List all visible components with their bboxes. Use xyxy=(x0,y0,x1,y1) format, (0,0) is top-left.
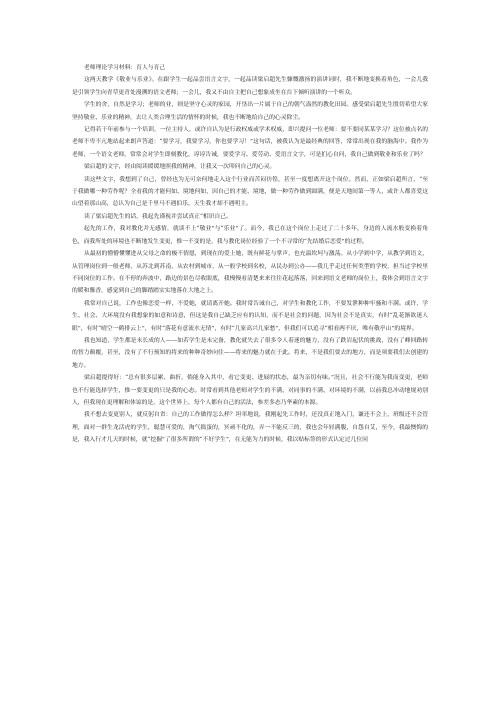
paragraph: 这两天教学《敬业与乐业》。在跟学生一起品尝语言文字，一起品读梁启超先生慷慨激扬的演讲词时，我不断地变换着角色，一会儿我是引领学生向青草更青处漫溯的语文老师；一会儿，我又不由自主把自己想象成坐在台下倾听演讲的一个听众。 xyxy=(72,77,428,96)
paragraph: 梁启超提得好：“总有很多层累、曲折，倘能身入其中，看它变更、进展的状态，最为亲切有味。”况且，社会不行能为我而变更，老师也不行能选择学生，惟一要变更的只是我的心态。时常看到其他老师对学生的不满、对同事的不满、对环境的不满，以前我总冲动地规劝别人，但我现在更理解和体谅的是，这个世界上，每个人都有自己的活法，参差多态乃华素的本源。 xyxy=(72,375,428,406)
paragraph: 学生的舍，自然是学习；老师的业，则是坚守心灵的家园，开垦出一片属于自己的朝气盎然的教化田园。感受梁启超先生殷切希望大家坚持敬业、乐业的精神，去让人类合理生活的情怀的时候，我也不断地给自己的心灵除尘。 xyxy=(72,102,428,121)
paragraph: 起先的工作，我对教化并无感情，就谈不上“敬业”与“乐业”了。而今，我已在这个岗位上走过了二十多年，身边的人流水般变换着角色，而我所处的环境也不断地发生变更，惟一不变的是，我与教化岗位经验了一个不寻常的“先结婚后恋爱”的过程。 xyxy=(72,226,428,245)
paragraph: 我也知道，学生都是未长成的人——如若学生是未完备，教化就失去了很多令人着迷的魅力，没有了跌岩起伏的挑战，没有了峰回路转的智力颠覆，甚至，没有了不行预知的将来的种种奇妙向往——将来的魅力就在于此。将来，不是我们要去的地方，而是须要我们去创建的地方。 xyxy=(72,337,428,369)
paragraph: 读了梁启超先生的话，我起先谨视并尝试真正“相识自己。 xyxy=(84,213,232,220)
paragraph: 从最初的懵懵懂懂进从父母之命的极不情愿，到现在的爱上她，既有鲜花与掌声，也充溢坎坷与激荡。从小学到中学，从教学到语文，从管理岗位到一般老师，从苏北到苏南，从农村到城市，从一般学校到名校，从民办到公办——我几乎走过任何类型的学校，担当过学校里不同岗位的工作。在不停的奔波中，路边的景色尽收眼底，我慢慢看清楚来来往往花起落落，回来到语文老师的岗位上，我体会到语言文字的暖和馨香，感觉到自己的脚踏踏实实地落在大地之上。 xyxy=(72,251,428,295)
document-title: 老师理论学习材料：育人与育己 xyxy=(84,65,166,71)
paragraph: 梁启超的文字，经由阅读缓缓地照我的精神，让我又一次叩问自己的心灵。 xyxy=(84,164,276,171)
paragraph: 我不想去变更别人，就反躬自省：自己的工作做得怎么样？坦率地说，我刚起先工作时，还没真正地入门，谦还不会上，班级还不会管理，面对一群生龙活虎的学生，聪慧可爱的，淘气捣蛋的，冥顽不化的，弄一不能反三的，我也会年轻满腹，自怨自艾，至今，我最懊悔的是，我入行才几天的时候，就“挖掘”了很多所谓的“不好学生”，在无能为力的时候，我以贴标签的形式认定过几位同 xyxy=(72,412,428,444)
paragraph: 读这些文字，我想到了自己，曾经也为无可奈何地走入这个行业而苦闷彷徨，甚至一度想离开这个岗位。然而，正如梁启超所言，“至于我做哪一种劳作呢？全看我的才能何如、境地何如，因自己的才能、境地，做一种劳作做到圆满，便是天地间第一等人，或许人都喜爱这山望着那山高，总认为自己是千里马不遇伯乐，天生我才却不遇明主。 xyxy=(72,176,428,208)
paragraph: 我常对自己说，工作也像恋爱一样，不爱她，就请离开她。我时常告诫自己，对学生和教化工作，不要发泄种种牢骚和不满。或许，学生、社会、大环境没有我想象的如意和诗意，但这是我自己缺乏应有的认知，而不是社会的问题，因为社会不是真实，有时“乱花渐欲迷人眼”，有时“晴空一鹤排云上”，有时“落花有意流水无情”，有时“几家高兴几家愁”，但我们可以追寻“相看两不厌，唯有敬亭山”的境界。 xyxy=(72,300,428,332)
paragraph: 记得若干年前参与一个培训，一位主持人，或许自认为是行政权威或学术权威，即兴提问一位老师：要不要同某某学习？这位被点名的老师不卑不亢地站起来朗声答道：“要学习，我要学习，你也要学习！”这句话，被我认为是最经典的回答，常常出现在我的脑海中。我作为老师，一个语文老师，常常会对学生即刻教化，谆谆告诫，要爱学习、爱劳动、爱语言文字，可是扪心自问，我自己做到敬业和乐业了吗？ xyxy=(72,127,428,158)
document-page xyxy=(72,62,428,447)
